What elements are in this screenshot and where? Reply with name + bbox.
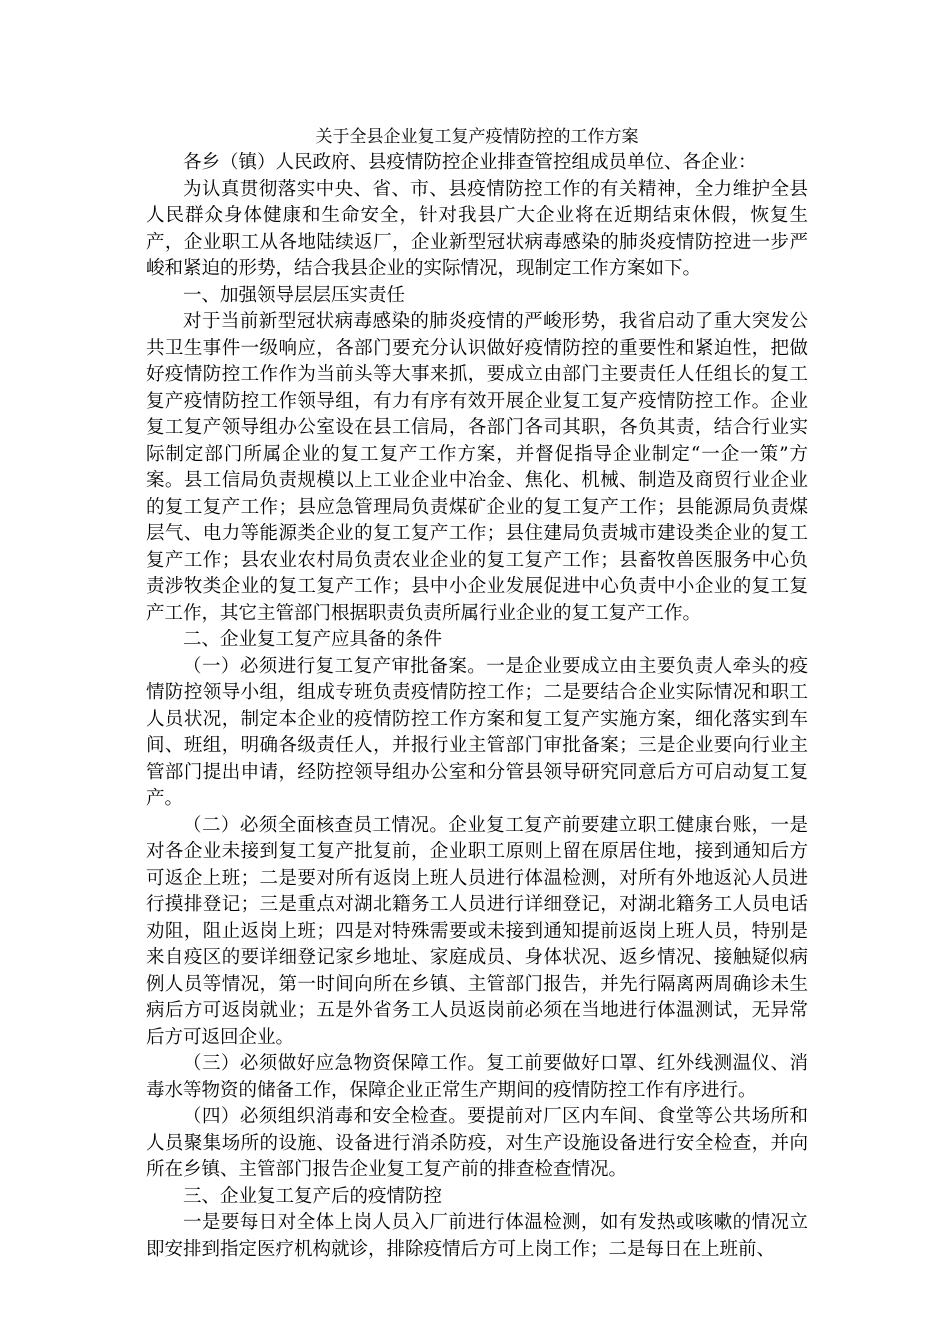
section-3-body: 一是要每日对全体上岗人员入厂前进行体温检测，如有发热或咳嗽的情况立即安排到指定医疗机构就诊，排除疫情后方可上岗工作；二是每日在上班前、 (146, 1212, 808, 1260)
salutation: 各乡（镇）人民政府、县疫情防控企业排查管控组成员单位、各企业： (183, 152, 757, 173)
section-2-heading: 二、企业复工复产应具备的条件 (183, 629, 443, 650)
section-2-item-3: （三）必须做好应急物资保障工作。复工前要做好口罩、红外线测温仪、消毒水等物资的储备工作，保障企业正常生产期间的疫情防控工作有序进行。 (146, 1053, 808, 1101)
document-page (146, 124, 808, 1263)
document-title: 关于全县企业复工复产疫情防控的工作方案 (315, 127, 639, 147)
section-2-item-4: （四）必须组织消毒和安全检查。要提前对厂区内车间、食堂等公共场所和人员聚集场所的设施、设备进行消杀防疫，对生产设施设备进行安全检查，并向所在乡镇、主管部门报告企业复工复产前的排查检查情况。 (146, 1106, 808, 1180)
section-2-item-1: （一）必须进行复工复产审批备案。一是企业要成立由主要负责人牵头的疫情防控领导小组，组成专班负责疫情防控工作；二是要结合企业实际情况和职工人员状况，制定本企业的疫情防控工作方案和复工复产实施方案，细化落实到车间、班组，明确各级责任人，并报行业主管部门审批备案；三是企业要向行业主管部门提出申请，经防控领导组办公室和分管县领导研究同意后方可启动复工复产。 (146, 655, 808, 809)
intro-paragraph: 为认真贯彻落实中央、省、市、县疫情防控工作的有关精神，全力维护全县人民群众身体健康和生命安全，针对我县广大企业将在近期结束休假，恢复生产，企业职工从各地陆续返厂，企业新型冠状病毒感染的肺炎疫情防控进一步严峻和紧迫的形势，结合我县企业的实际情况，现制定工作方案如下。 (146, 178, 808, 279)
section-2-item-2: （二）必须全面核查员工情况。企业复工复产前要建立职工健康台账，一是对各企业未接到复工复产批复前，企业职工原则上留在原居住地，接到通知后方可返企上班；二是要对所有返岗上班人员进行体温检测，对所有外地返沁人员进行摸排登记；三是重点对湖北籍务工人员进行详细登记，对湖北籍务工人员电话劝阻，阻止返岗上班；四是对特殊需要或未接到通知提前返岗上班人员，特别是来自疫区的要详细登记家乡地址、家庭成员、身体状况、返乡情况、接触疑似病例人员等情况，第一时间向所在乡镇、主管部门报告，并先行隔离两周确诊未生病后方可返岗就业；五是外省务工人员返岗前必须在当地进行体温测试，无异常后方可返回企业。 (146, 814, 808, 1048)
section-3-heading: 三、企业复工复产后的疫情防控 (183, 1185, 443, 1207)
section-1-heading: 一、加强领导层层压实责任 (183, 284, 406, 306)
section-1-body: 对于当前新型冠状病毒感染的肺炎疫情的严峻形势，我省启动了重大突发公共卫生事件一级响应，各部门要充分认识做好疫情防控的重要性和紧迫性，把做好疫情防控工作作为当前头等大事来抓，要成立由部门主要责任人任组长的复工复产疫情防控工作领导组，有力有序有效开展企业复工复产疫情防控工作。企业复工复产领导组办公室设在县工信局，各部门各司其职，各负其责，结合行业实际制定部门所属企业的复工复产工作方案，并督促指导企业制定“一企一策”方案。县工信局负责规模以上工业企业中冶金、焦化、机械、制造及商贸行业企业的复工复产工作；县应急管理局负责煤矿企业的复工复产工作；县能源局负责煤层气、电力等能源类企业的复工复产工作；县住建局负责城市建设类企业的复工复产工作；县农业农村局负责农业企业的复工复产工作；县畜牧兽医服务中心负责涉牧类企业的复工复产工作；县中小企业发展促进中心负责中小企业的复工复产工作，其它主管部门根据职责负责所属行业企业的复工复产工作。 (146, 311, 808, 624)
